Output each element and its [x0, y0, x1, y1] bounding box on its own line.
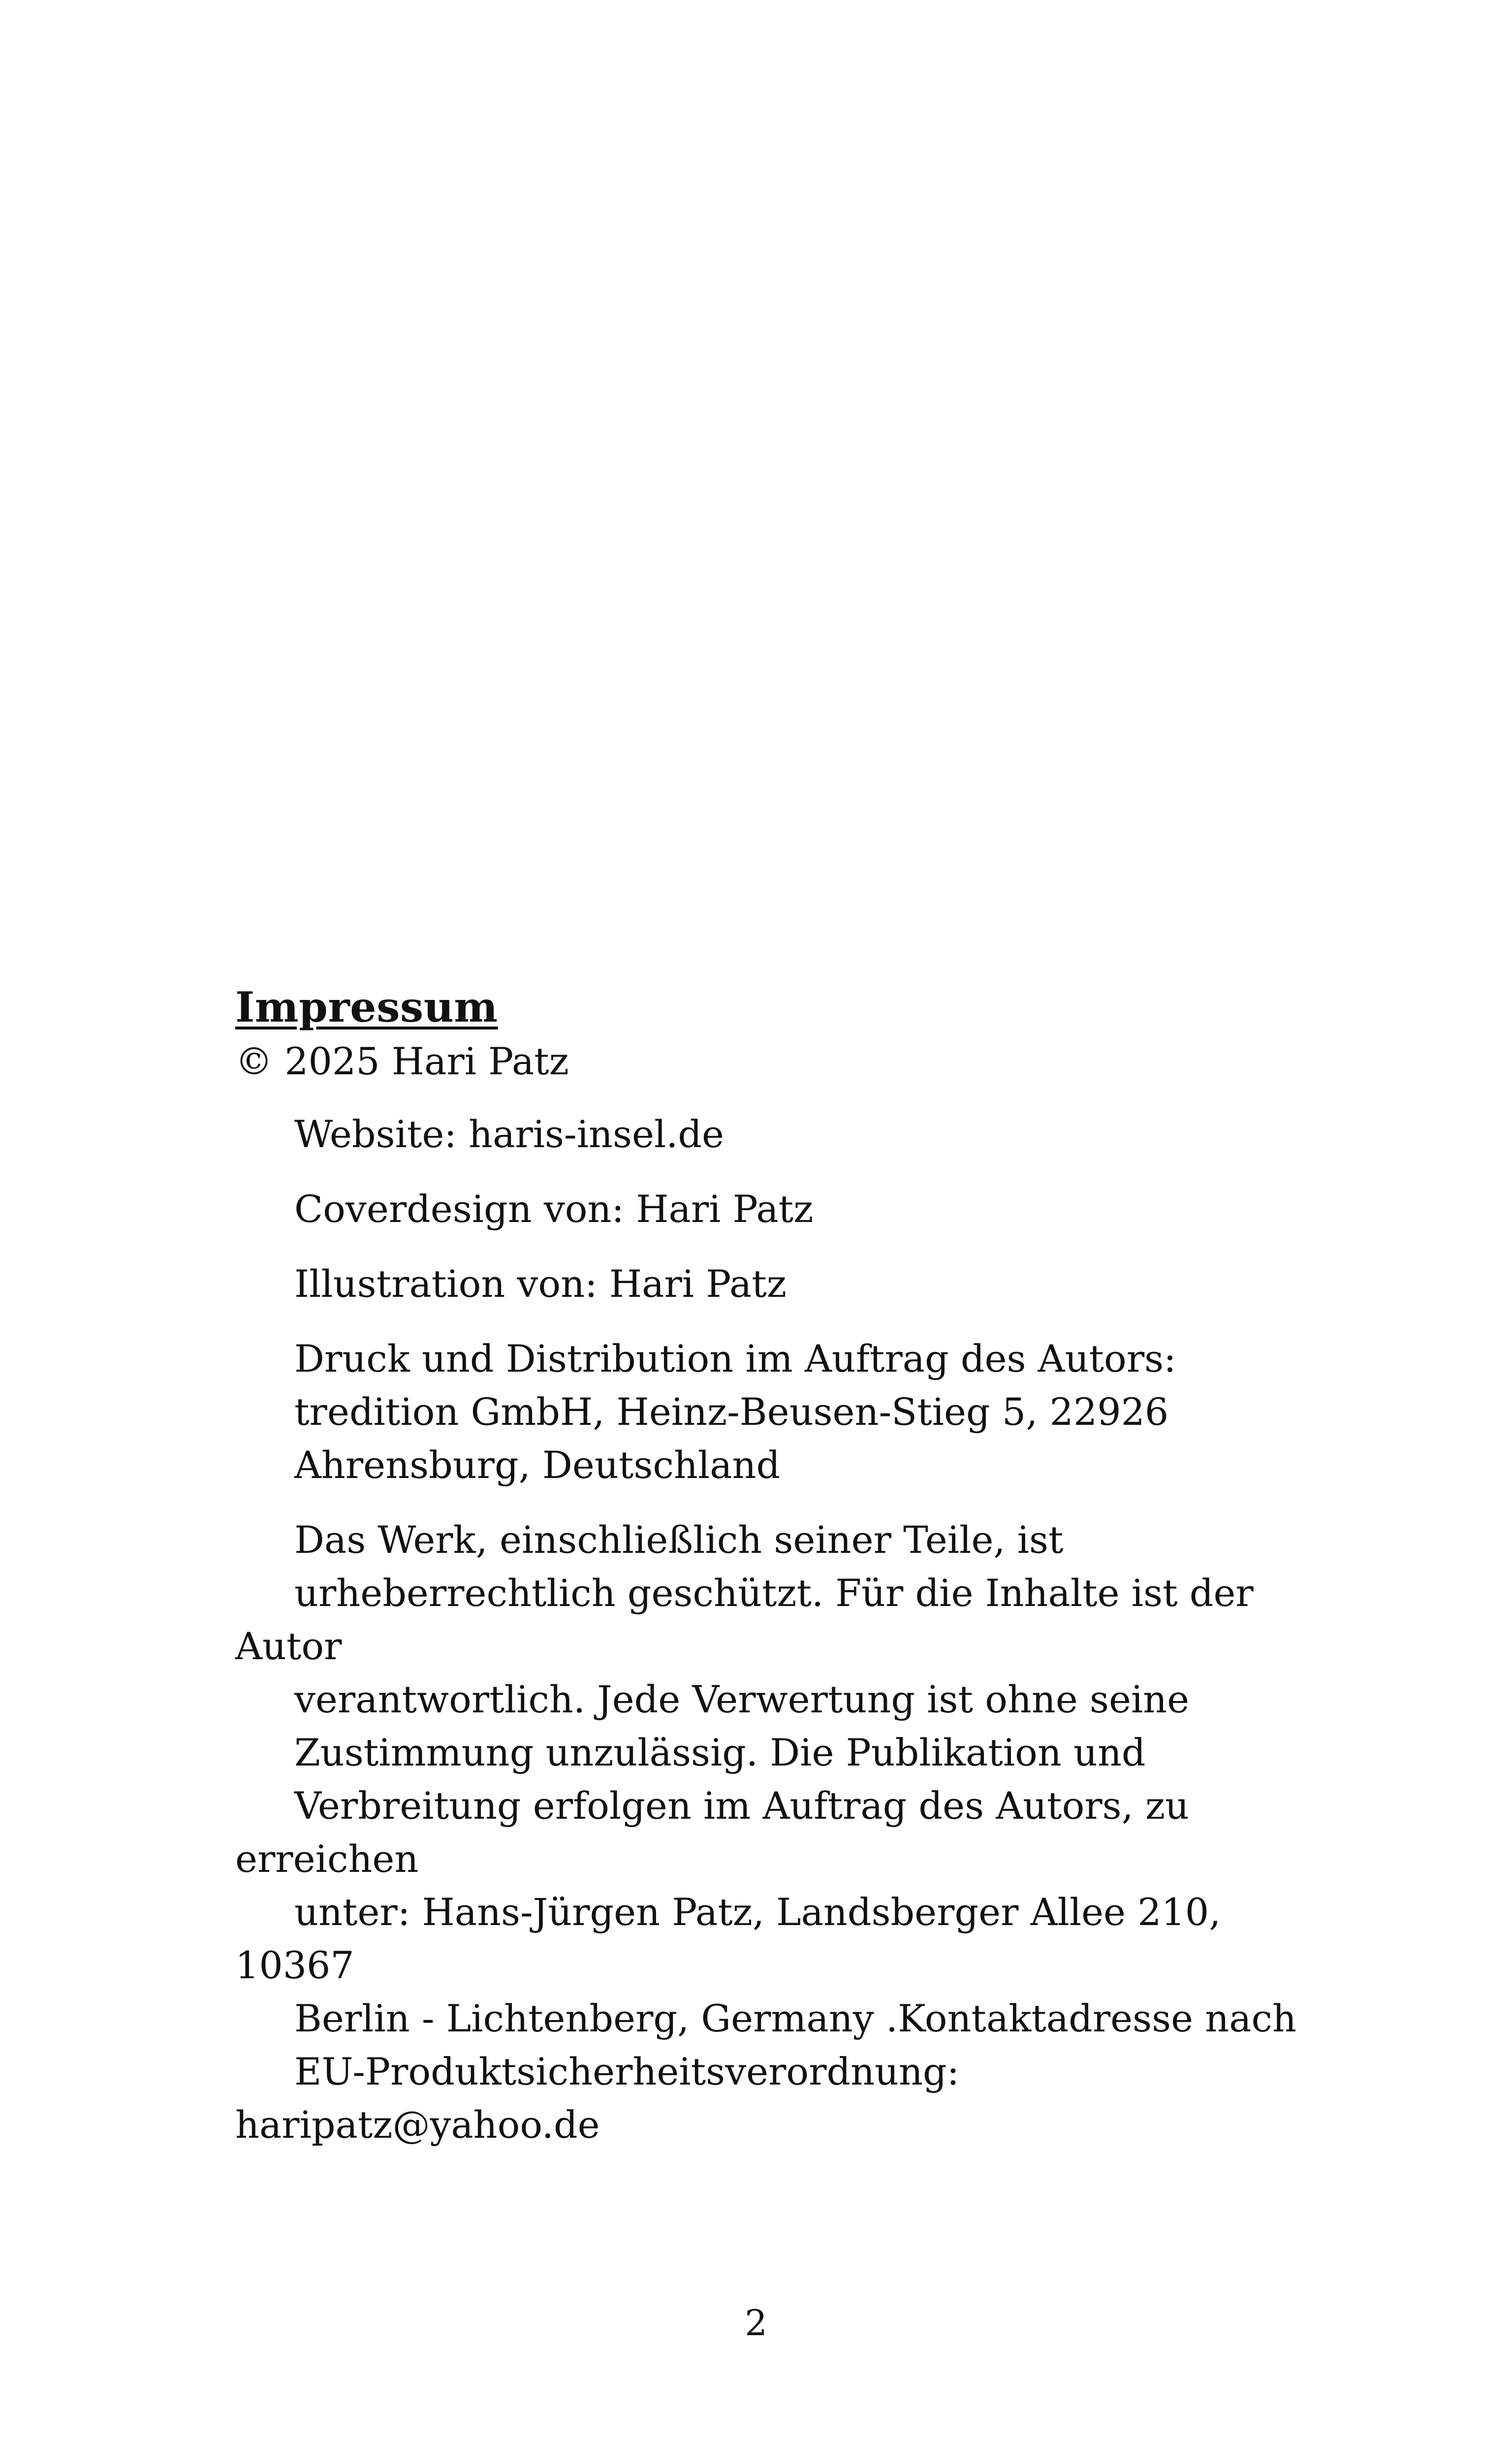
notice-line: unter: Hans-Jürgen Patz, Landsberger Allee 210, 10367: [235, 1890, 1221, 1987]
copyright-line: © 2025 Hari Patz: [235, 1039, 569, 1083]
impressum-heading: Impressum: [235, 983, 498, 1031]
notice-line: Verbreitung erfolgen im Auftrag des Autors, zu erreichen: [235, 1784, 1189, 1881]
website-line: Website: haris-insel.de: [294, 1112, 724, 1156]
impressum-section: [235, 980, 1298, 2152]
coverdesign-line: Coverdesign von: Hari Patz: [294, 1187, 814, 1231]
notice-line: Zustimmung unzulässig. Die Publikation und: [294, 1731, 1146, 1774]
notice-line: Berlin - Lichtenberg, Germany .Kontaktadresse nach: [294, 1996, 1297, 2040]
druck-line: tredition GmbH, Heinz-Beusen-Stieg 5, 22926: [294, 1390, 1169, 1434]
notice-line: verantwortlich. Jede Verwertung ist ohne seine: [294, 1677, 1190, 1721]
druck-line: Ahrensburg, Deutschland: [294, 1443, 781, 1487]
notice-line: EU-Produktsicherheitsverordnung: haripatz@yahoo.de: [235, 2050, 960, 2147]
copyright-notice-paragraph: [235, 1513, 1298, 2152]
notice-line: Das Werk, einschließlich seiner Teile, ist: [294, 1518, 1064, 1562]
illustration-line: Illustration von: Hari Patz: [294, 1262, 787, 1306]
druck-paragraph: [235, 1332, 1298, 1492]
druck-line: Druck und Distribution im Auftrag des Autors:: [294, 1337, 1176, 1381]
page-number: 2: [745, 2302, 767, 2344]
notice-line: urheberrechtlich geschützt. Für die Inhalte ist der Autor: [235, 1571, 1254, 1668]
